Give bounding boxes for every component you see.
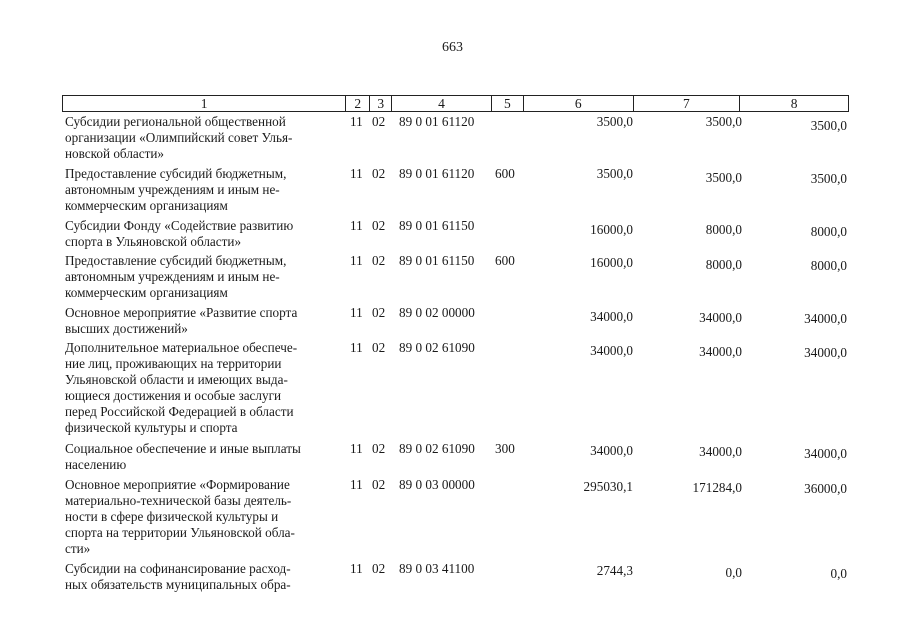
- row-subsection: 02: [372, 561, 386, 576]
- header-col-4: 4: [392, 96, 492, 111]
- row-subsection: 02: [372, 305, 386, 320]
- row-name: Субсидии на софинансирование расход- ных обязательств муниципальных обра-: [65, 561, 291, 592]
- row-value-8: 36000,0: [804, 481, 847, 496]
- table-header: [62, 95, 849, 112]
- row-value-8: 0,0: [830, 566, 847, 581]
- row-value-7: 8000,0: [705, 222, 742, 237]
- row-name: Предоставление субсидий бюджетным, автономным учреждениям и иным не- коммерческим организациям: [65, 166, 287, 213]
- row-value-8: 3500,0: [810, 118, 847, 133]
- row-subsection: 02: [372, 114, 386, 129]
- row-target-code: 89 0 03 00000: [399, 477, 475, 492]
- row-value-8: 3500,0: [810, 171, 847, 186]
- page-number: 663: [442, 40, 463, 55]
- row-name: Предоставление субсидий бюджетным, автономным учреждениям и иным не- коммерческим организациям: [65, 253, 287, 300]
- row-value-6: 16000,0: [590, 222, 633, 237]
- row-value-6: 16000,0: [590, 255, 633, 270]
- row-expense-type: 600: [495, 166, 515, 181]
- row-name: Дополнительное материальное обеспече- ние лиц, проживающих на территории Ульяновской области и имеющих выда- ющиеся достижения и особые заслуги перед Российской Федерацией в области физической культуры и спорта: [65, 340, 298, 435]
- row-subsection: 02: [372, 441, 386, 456]
- row-target-code: 89 0 01 61120: [399, 166, 475, 181]
- row-name: Социальное обеспечение и иные выплаты населению: [65, 441, 301, 472]
- row-section: 11: [350, 340, 363, 355]
- row-value-8: 8000,0: [810, 258, 847, 273]
- row-value-6: 2744,3: [596, 563, 633, 578]
- row-subsection: 02: [372, 253, 386, 268]
- row-target-code: 89 0 01 61150: [399, 218, 475, 233]
- row-section: 11: [350, 477, 363, 492]
- row-value-7: 0,0: [725, 565, 742, 580]
- row-value-7: 171284,0: [692, 480, 742, 495]
- row-value-7: 3500,0: [705, 114, 742, 129]
- row-value-7: 34000,0: [699, 344, 742, 359]
- header-col-8: 8: [790, 96, 798, 111]
- row-name: Субсидии региональной общественной организации «Олимпийский совет Улья- новской области»: [65, 114, 293, 161]
- row-value-6: 3500,0: [596, 114, 633, 129]
- row-section: 11: [350, 441, 363, 456]
- row-value-7: 34000,0: [699, 444, 742, 459]
- header-col-1: 1: [63, 96, 346, 111]
- row-target-code: 89 0 01 61120: [399, 114, 475, 129]
- row-expense-type: 600: [495, 253, 515, 268]
- row-value-7: 3500,0: [705, 170, 742, 185]
- row-target-code: 89 0 03 41100: [399, 561, 475, 576]
- row-target-code: 89 0 01 61150: [399, 253, 475, 268]
- header-col-5: 5: [492, 96, 524, 111]
- header-col-2: 2: [346, 96, 370, 111]
- row-section: 11: [350, 561, 363, 576]
- row-value-8: 34000,0: [804, 446, 847, 461]
- row-value-8: 34000,0: [804, 345, 847, 360]
- row-value-6: 295030,1: [583, 479, 633, 494]
- header-col-7: 7: [634, 96, 741, 111]
- row-value-6: 34000,0: [590, 309, 633, 324]
- row-section: 11: [350, 253, 363, 268]
- row-target-code: 89 0 02 00000: [399, 305, 475, 320]
- row-subsection: 02: [372, 477, 386, 492]
- row-value-8: 34000,0: [804, 311, 847, 326]
- row-target-code: 89 0 02 61090: [399, 441, 475, 456]
- row-value-7: 8000,0: [705, 257, 742, 272]
- row-section: 11: [350, 166, 363, 181]
- header-col-3: 3: [370, 96, 392, 111]
- row-value-6: 3500,0: [596, 166, 633, 181]
- row-section: 11: [350, 114, 363, 129]
- row-name: Основное мероприятие «Развитие спорта высших достижений»: [65, 305, 298, 336]
- row-value-6: 34000,0: [590, 443, 633, 458]
- header-col-6: 6: [524, 96, 634, 111]
- row-value-6: 34000,0: [590, 343, 633, 358]
- row-value-7: 34000,0: [699, 310, 742, 325]
- row-section: 11: [350, 305, 363, 320]
- row-subsection: 02: [372, 340, 386, 355]
- row-name: Субсидии Фонду «Содействие развитию спорта в Ульяновской области»: [65, 218, 294, 249]
- row-value-8: 8000,0: [810, 224, 847, 239]
- row-target-code: 89 0 02 61090: [399, 340, 475, 355]
- row-expense-type: 300: [495, 441, 515, 456]
- row-subsection: 02: [372, 166, 386, 181]
- row-subsection: 02: [372, 218, 386, 233]
- row-section: 11: [350, 218, 363, 233]
- row-name: Основное мероприятие «Формирование материально-технической базы деятель- ности в сфере физической культуры и спорта на территории Ульяновской обла- сти»: [65, 477, 295, 556]
